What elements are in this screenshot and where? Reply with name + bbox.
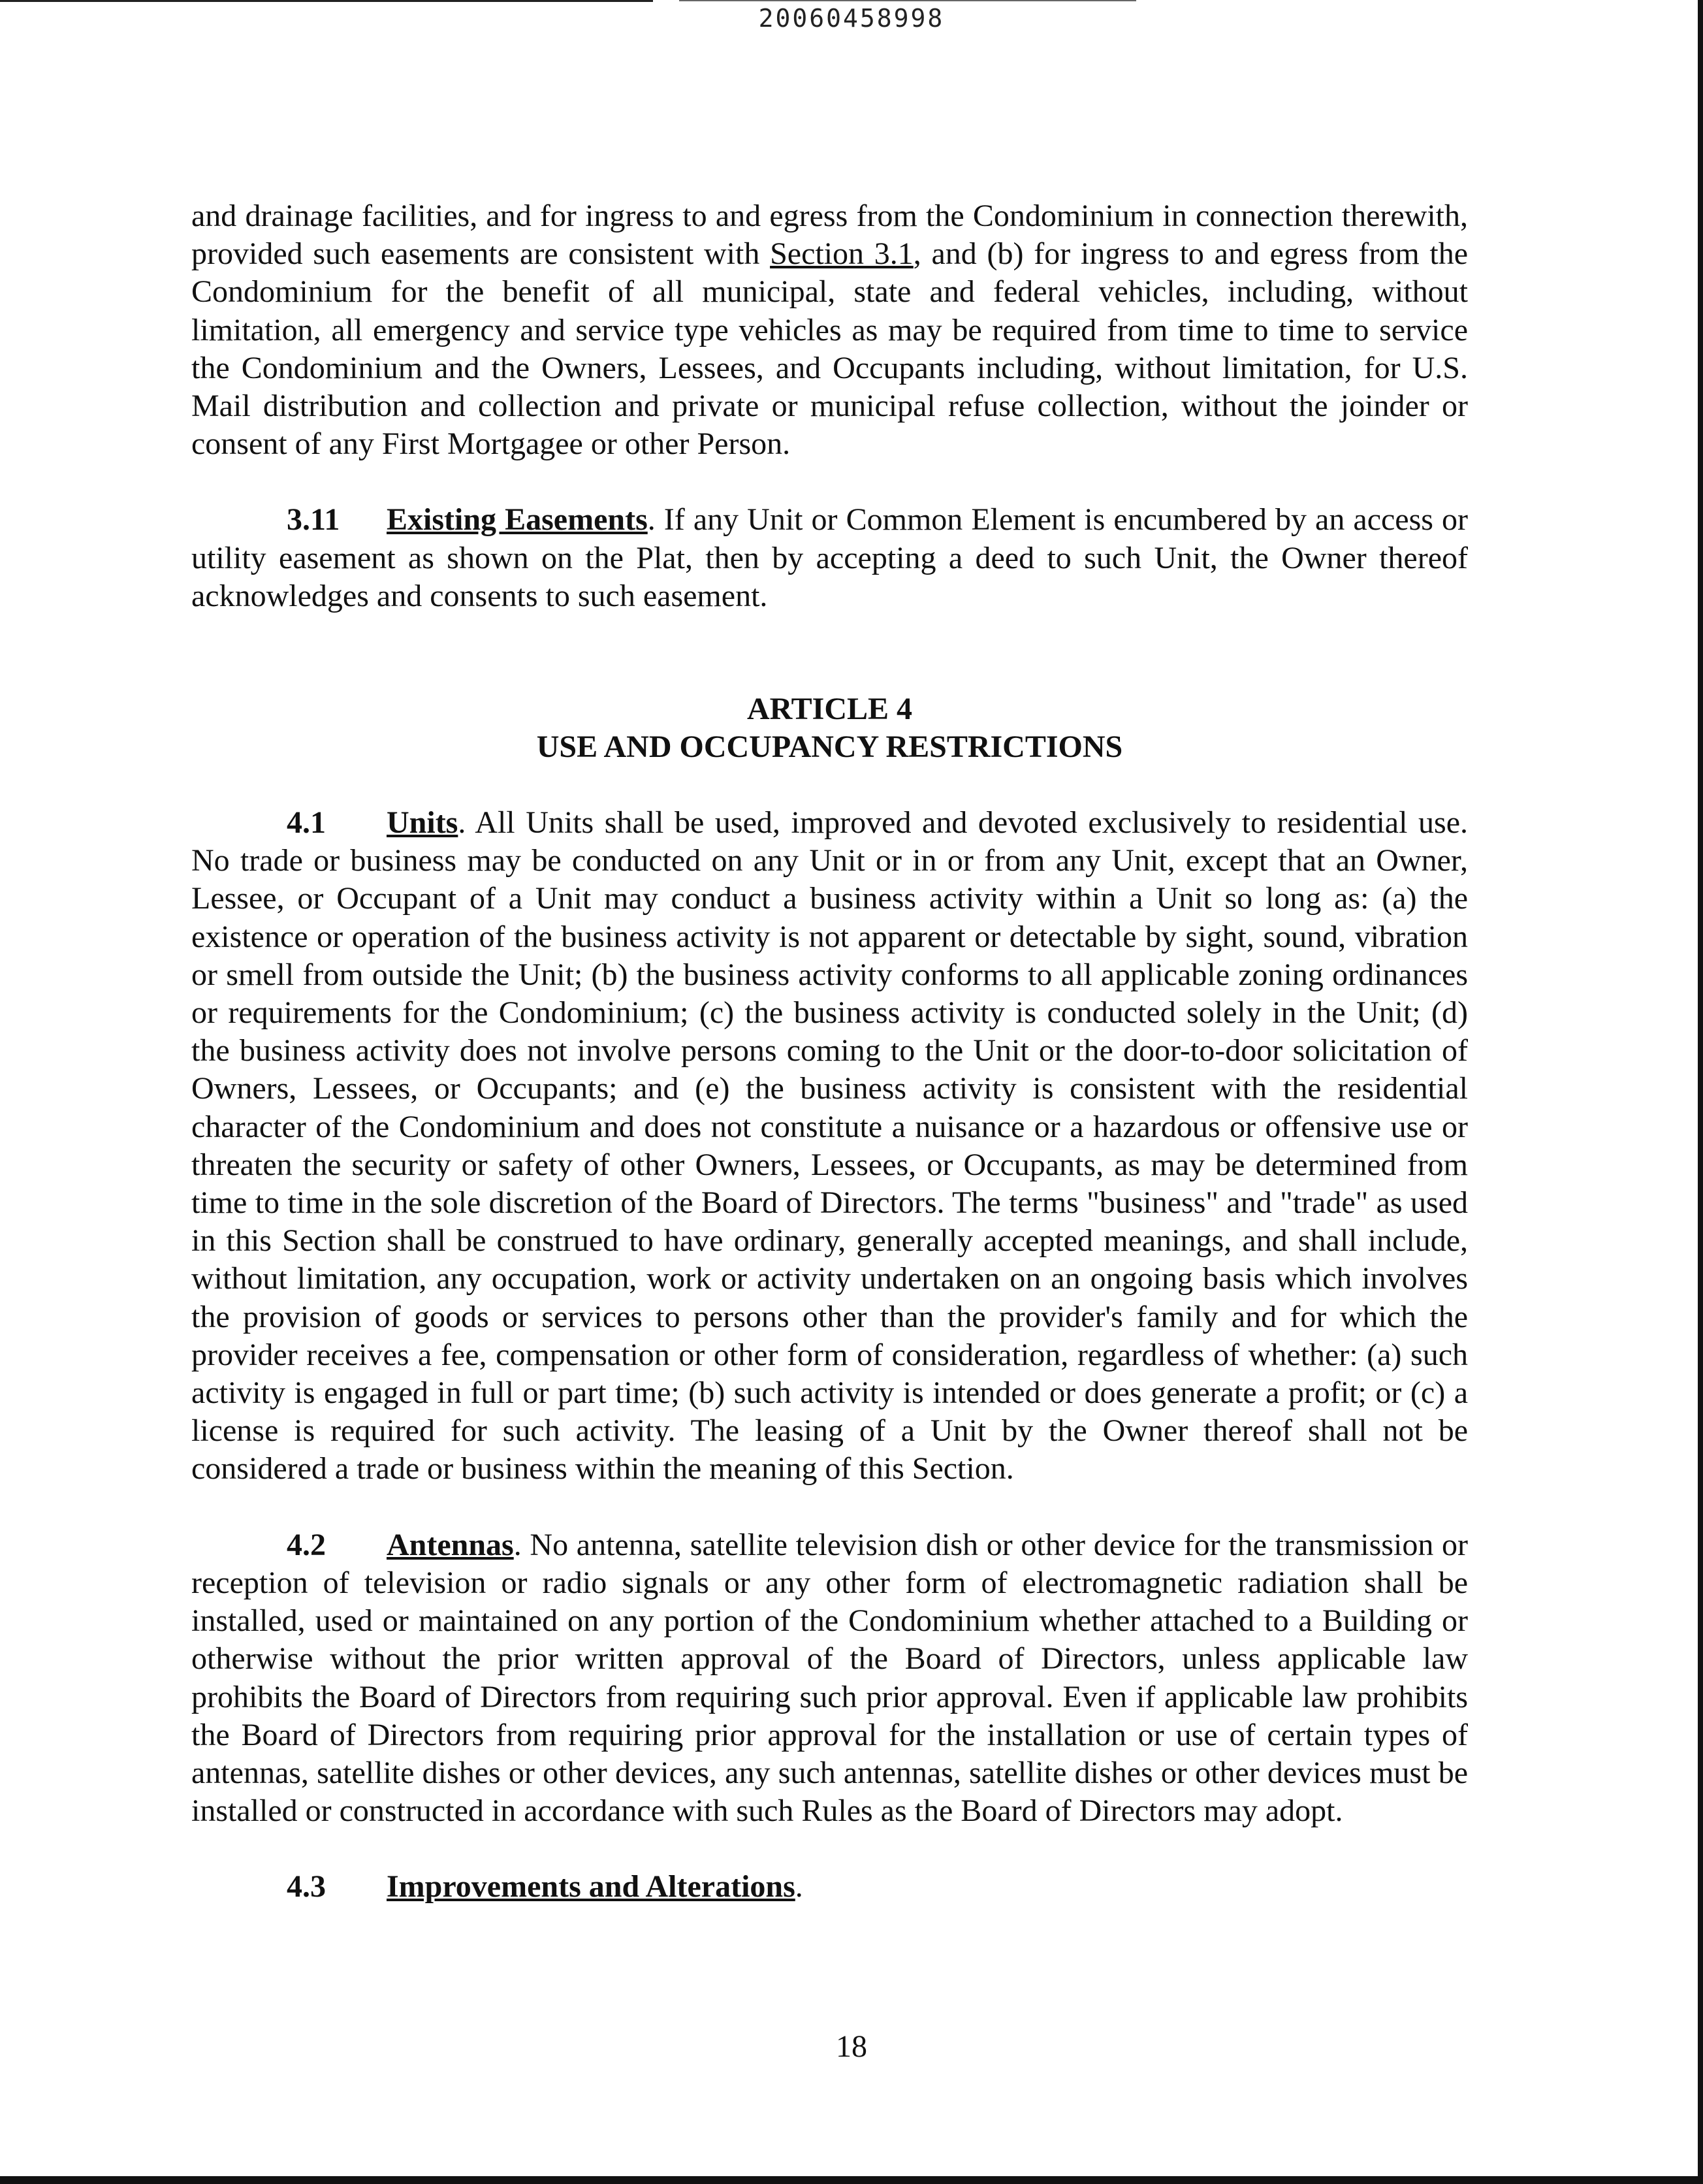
section-number: 3.11 (287, 502, 340, 538)
section-4-3 (191, 1868, 1468, 1906)
section-body: . No antenna, satellite television dish or other device for the transmission or reception of television or radio signals or any other form of electromagnetic radiation shall be installed, used or maintained on any portion of the Condominium whether attached to a Building or otherwise without the prior written approval of the Board of Directors, unless applicable law prohibits the Board of Directors from requiring such prior approval. Even if applicable law prohibits the Board of Directors from requiring prior approval for the installation or use of certain types of antennas, satellite dishes or other devices, any such antennas, satellite dishes or other devices must be installed or constructed in accordance with such Rules as the Board of Directors may adopt. (191, 1527, 1468, 1829)
section-body: . (795, 1869, 803, 1904)
section-reference-link[interactable]: Section 3.1 (770, 236, 914, 272)
page-number: 18 (836, 2029, 867, 2064)
scan-border-top-faint (679, 0, 1136, 1)
paragraph-text-before-link: and drainage facilities, and for ingress to and egress from the Condominium in connection therewith, provided such easements are consistent with (191, 199, 1468, 272)
section-number: 4.2 (287, 1527, 326, 1562)
section-title: Antennas (387, 1527, 514, 1562)
section-title: Units (387, 805, 458, 841)
section-title: Improvements and Alterations (387, 1869, 795, 1904)
article-subheading: USE AND OCCUPANCY RESTRICTIONS (536, 730, 1123, 765)
continued-paragraph (191, 197, 1468, 463)
paragraph-text-after-link: , and (b) for ingress to and egress from the Condominium for the benefit of all municipal, state and federal vehicles, including, without limitation, all emergency and service type vehicles as may be required from time to time to service the Condominium and the Owners, Lessees, and Occupants including, without limitation, for U.S. Mail distribution and collection and private or municipal refuse collection, without the joinder or consent of any First Mortgagee or other Person. (191, 236, 1469, 462)
page-body (191, 197, 1468, 1944)
document-number: 20060458998 (758, 4, 945, 33)
scan-border-right (1698, 0, 1703, 2184)
section-body: . All Units shall be used, improved and devoted exclusively to residential use. No trade or business may be conducted on any Unit or in or from any Unit, except that an Owner, Lessee, or Occupant of a Unit may conduct a business activity within a Unit so long as: (a) the existence or operation of the business activity is not apparent or detectable by sight, sound, vibration or smell from outside the Unit; (b) the business activity conforms to all applicable zoning ordinances or requirements for the Condominium; (c) the business activity is conducted solely in the Unit; (d) the business activity does not involve persons coming to the Unit or the door-to-door solicitation of Owners, Lessees, or Occupants; and (e) the business activity is consistent with the residential character of the Condominium and does not constitute a nuisance or a hazardous or offensive use or threaten the security or safety of other Owners, Lessees, or Occupants, as may be determined from time to time in the sole discretion of the Board of Directors. The terms "business" and "trade" as used in this Section shall be construed to have ordinary, generally accepted meanings, and shall include, without limitation, any occupation, work or activity undertaken on an ongoing basis which involves the provision of goods or services to persons other than the provider's family and for which the provider receives a fee, compensation or other form of consideration, regardless of whether: (a) such activity is engaged in full or part time; (b) such activity is intended or does generate a profit; or (c) a license is required for such activity. The leasing of a Unit by the Owner thereof shall not be considered a trade or business within the meaning of this Section. (191, 805, 1468, 1486)
article-heading: ARTICLE 4 (746, 692, 913, 727)
section-title: Existing Easements (387, 502, 648, 538)
section-4-1 (191, 804, 1468, 1488)
section-number: 4.1 (287, 805, 326, 841)
section-body: . If any Unit or Common Element is encumbered by an access or utility easement as shown on the Plat, then by accepting a deed to such Unit, the Owner thereof acknowledges and consents to such easement. (191, 502, 1468, 613)
scan-border-bottom (0, 2176, 1703, 2184)
section-3-11 (191, 501, 1468, 615)
article-heading-block (191, 690, 1468, 766)
section-4-2 (191, 1526, 1468, 1831)
scan-border-top (0, 0, 653, 2)
section-number: 4.3 (287, 1869, 326, 1904)
